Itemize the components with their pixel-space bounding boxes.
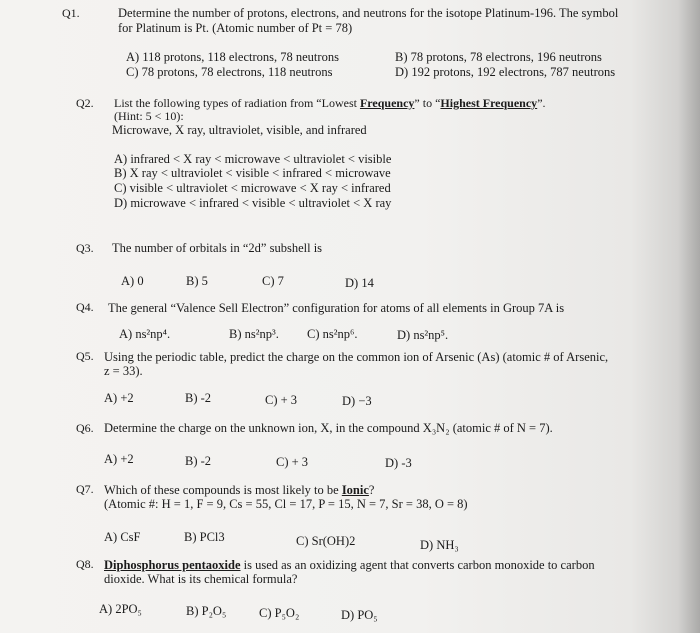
q2-option-a: A) infrared < X ray < microwave < ultraviolet < visible [114, 152, 392, 166]
q2-text-line1: List the following types of radiation from “Lowest Frequency” to “Highest Frequency”. [114, 96, 546, 110]
q6-option-b: B) -2 [185, 454, 212, 468]
q6-number: Q6. [76, 421, 94, 435]
q8-text-line1: Diphosphorus pentaoxide is used as an oxidizing agent that converts carbon monoxide to carbon [104, 558, 595, 572]
q8-number: Q8. [76, 557, 94, 571]
q8-option-d: D) PO₅ [341, 608, 378, 622]
q1-option-a: A) 118 protons, 118 electrons, 78 neutrons [126, 50, 339, 64]
q3-number: Q3. [76, 241, 94, 255]
q7-option-c: C) Sr(OH)2 [296, 534, 356, 548]
q1-text-line1: Determine the number of protons, electrons, and neutrons for the isotope Platinum-196. The symbol [118, 6, 619, 20]
q2-list: Microwave, X ray, ultraviolet, visible, and infrared [112, 123, 367, 137]
q5-text-line1: Using the periodic table, predict the charge on the common ion of Arsenic (As) (atomic # of Arsenic, [104, 350, 609, 364]
q2-number: Q2. [76, 96, 94, 110]
q1-option-c: C) 78 protons, 78 electrons, 118 neutrons [126, 65, 333, 79]
q2-option-d: D) microwave < infrared < visible < ultraviolet < X ray [114, 196, 392, 210]
q5-option-b: B) -2 [185, 391, 212, 405]
q4-option-b: B) ns²np³. [229, 327, 279, 341]
q1-option-b: B) 78 protons, 78 electrons, 196 neutrons [395, 50, 602, 64]
q4-option-a: A) ns²np⁴. [119, 327, 171, 341]
q5-option-d: D) −3 [342, 394, 372, 408]
q4-option-d: D) ns²np⁵. [397, 328, 449, 342]
q2-hint: (Hint: 5 < 10): [114, 109, 184, 123]
q5-text-line2: z = 33). [104, 364, 143, 378]
q5-number: Q5. [76, 349, 94, 363]
q3-option-a: A) 0 [121, 274, 144, 288]
q4-text: The general “Valence Sell Electron” configuration for atoms of all elements in Group 7A is [108, 301, 565, 315]
q2-option-c: C) visible < ultraviolet < microwave < X ray < infrared [114, 181, 391, 195]
q8-option-b: B) P₂O₅ [186, 604, 227, 618]
q4-number: Q4. [76, 300, 94, 314]
q7-option-d: D) NH₃ [420, 538, 459, 552]
q5-option-c: C) + 3 [265, 393, 298, 407]
q8-text-line2: dioxide. What is its chemical formula? [104, 572, 298, 586]
q3-option-c: C) 7 [262, 274, 284, 288]
q4-option-c: C) ns²np⁶. [307, 327, 358, 341]
q7-atomic-numbers: (Atomic #: H = 1, F = 9, Cs = 55, Cl = 17, P = 15, N = 7, Sr = 38, O = 8) [104, 497, 468, 511]
q1-number: Q1. [62, 6, 80, 20]
q7-text-line1: Which of these compounds is most likely to be Ionic? [104, 483, 375, 497]
q3-option-b: B) 5 [186, 274, 208, 288]
paper-edge-shadow [678, 0, 700, 633]
q1-option-d: D) 192 protons, 192 electrons, 787 neutrons [395, 65, 616, 79]
q6-option-d: D) -3 [385, 456, 412, 470]
q2-option-b: B) X ray < ultraviolet < visible < infrared < microwave [114, 166, 391, 180]
q7-number: Q7. [76, 482, 94, 496]
q7-option-b: B) PCl3 [184, 530, 225, 544]
q6-text: Determine the charge on the unknown ion, X, in the compound X₃N₂ (atomic # of N = 7). [104, 421, 553, 435]
q6-option-a: A) +2 [104, 452, 134, 466]
q3-option-d: D) 14 [345, 276, 374, 290]
q1-text-line2: for Platinum is Pt. (Atomic number of Pt = 78) [118, 21, 353, 35]
q8-option-a: A) 2PO₅ [99, 602, 142, 616]
q7-option-a: A) CsF [104, 530, 141, 544]
q3-text: The number of orbitals in “2d” subshell is [112, 241, 323, 255]
q5-option-a: A) +2 [104, 391, 134, 405]
q8-option-c: C) P₅O₂ [259, 606, 300, 620]
q6-option-c: C) + 3 [276, 455, 309, 469]
